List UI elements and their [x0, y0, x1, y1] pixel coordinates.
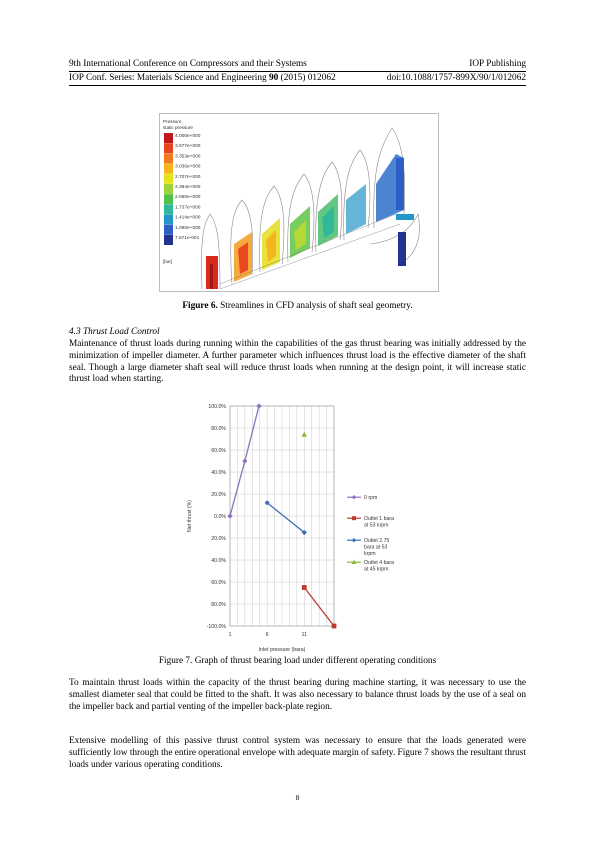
legend-entry: 0 rpm: [364, 495, 378, 501]
x-tick-labels: [229, 632, 308, 638]
fig6-legend-value: 1.737e+000: [175, 205, 201, 211]
y-tick-label: 60.0%: [211, 579, 226, 586]
section-heading: 4.3 Thrust Load Control: [69, 327, 160, 337]
header-rule-bottom: [69, 85, 526, 86]
fig6-legend-value: 7.671e-001: [175, 236, 200, 241]
running-header: [69, 59, 526, 70]
paragraph-thrust-capacity: To maintain thrust loads within the capacity of the thrust bearing during machine starting, it was necessary to use the smallest diameter seal that could be fitted to the shaft. It was also necessary to balance thrust loads by the use of a seal on the impeller back and partial venting of the impeller back-plate region.: [69, 678, 526, 712]
legend-marker: [352, 516, 356, 520]
doi: doi:10.1088/1757-899X/90/1/012062: [386, 73, 526, 83]
y-tick-label: 20.0%: [211, 491, 226, 498]
page-number: 8: [295, 793, 300, 802]
series-line: [69, 73, 526, 84]
x-tick-label: 6: [265, 632, 269, 638]
data-point: [332, 624, 337, 629]
y-tick-label: 40.0%: [211, 469, 226, 476]
series-volume: 90: [269, 73, 279, 83]
y-tick-label: 80.0%: [211, 425, 226, 432]
chart-legend: [347, 495, 394, 573]
fig6-color-legend: [164, 133, 201, 245]
figure-7-chart: [182, 400, 422, 655]
fig6-legend-value: 1.090e+000: [175, 225, 201, 231]
series-suffix: (2015) 012062: [278, 73, 336, 83]
legend-marker: [352, 538, 356, 542]
conference-name: 9th International Conference on Compressors and their Systems: [69, 59, 307, 69]
fig6-legend-value: 3.677e+000: [175, 144, 201, 150]
fig6-legend-swatch: [164, 164, 173, 174]
fig6-legend-swatch: [164, 184, 173, 194]
y-tick-labels: [207, 404, 227, 630]
y-tick-label: 60.0%: [211, 447, 226, 454]
legend-marker: [352, 495, 356, 499]
x-tick-label: 1: [228, 632, 232, 638]
fig6-legend-unit: [bar]: [163, 259, 173, 264]
x-tick-label: 11: [301, 632, 308, 638]
fig6-legend-swatch: [164, 143, 173, 153]
fig6-legend-value: 3.353e+000: [175, 154, 201, 160]
streamline-coloring: [206, 154, 414, 289]
legend-entry: Outlet 1 bara at 53 krpm: [364, 516, 394, 529]
fig6-legend-title-2: static pressure: [163, 125, 193, 130]
publisher-name: IOP Publishing: [469, 59, 526, 69]
fig6-legend-swatch: [164, 174, 173, 184]
fig6-legend-swatch: [164, 215, 173, 225]
y-tick-label: -100.0%: [206, 623, 226, 630]
cfd-streamline-image: [160, 114, 438, 291]
paragraph-thrust-load-intro: Maintenance of thrust loads during running within the capabilities of the gas thrust bearing was initially addressed by the minimization of impeller diameter. A further parameter which influences thrust load is the effective diameter of the shaft seal. Though a large diameter shaft seal will reduce thrust loads when running at the design point, it will increase static thrust load when starting.: [69, 339, 526, 385]
fig6-legend-value: 3.030e+000: [175, 164, 201, 170]
legend-entry: Outlet 2.75 bara at 53 krpm: [364, 538, 390, 557]
y-tick-label: 40.0%: [211, 557, 226, 564]
y-tick-label: 0.0%: [214, 513, 226, 520]
y-tick-label: 20.0%: [211, 535, 226, 542]
figure-6-label: Figure 6.: [182, 301, 218, 311]
fig6-legend-swatch: [164, 225, 173, 235]
fig6-legend-swatch: [164, 235, 173, 245]
fig6-legend-swatch: [164, 153, 173, 163]
fig6-legend-value: 4.000e+000: [175, 134, 201, 139]
fig6-legend-swatch: [164, 204, 173, 214]
legend-entry: Outlet 4 bara at 45 krpm: [364, 560, 394, 573]
y-tick-label: 80.0%: [211, 601, 226, 608]
fig6-legend-value: 1.414e+000: [175, 215, 201, 221]
figure-6-caption-text: Streamlines in CFD analysis of shaft seal geometry.: [217, 301, 413, 311]
figure-6-image: [159, 113, 439, 292]
fig6-legend-value: 2.060e+000: [175, 195, 201, 201]
figure-7-caption: Figure 7. Graph of thrust bearing load under different operating conditions: [158, 656, 437, 666]
series-prefix: IOP Conf. Series: Materials Science and Engineering: [69, 73, 270, 83]
y-tick-label: 100.0%: [208, 403, 226, 410]
fig6-legend-swatch: [164, 133, 173, 143]
header-rule-top: [69, 71, 526, 72]
x-axis-label: Inlet pressure (bara): [258, 647, 306, 653]
fig6-legend-value: 2.384e+000: [175, 185, 201, 190]
y-axis-label: Net thrust (%): [187, 500, 193, 532]
data-point: [302, 585, 307, 590]
fig6-legend-swatch: [164, 194, 173, 204]
fig6-legend-title-1: Pressure: [163, 119, 182, 124]
fig6-legend-value: 2.707e+000: [175, 174, 201, 180]
paragraph-passive-control: Extensive modelling of this passive thrust control system was necessary to ensure that the loads generated were sufficiently low through the entire operational envelope with adequate margin of safety. Figure 7 shows the resultant thrust loads under various operating conditions.: [69, 736, 526, 770]
figure-6-caption: [0, 301, 595, 312]
